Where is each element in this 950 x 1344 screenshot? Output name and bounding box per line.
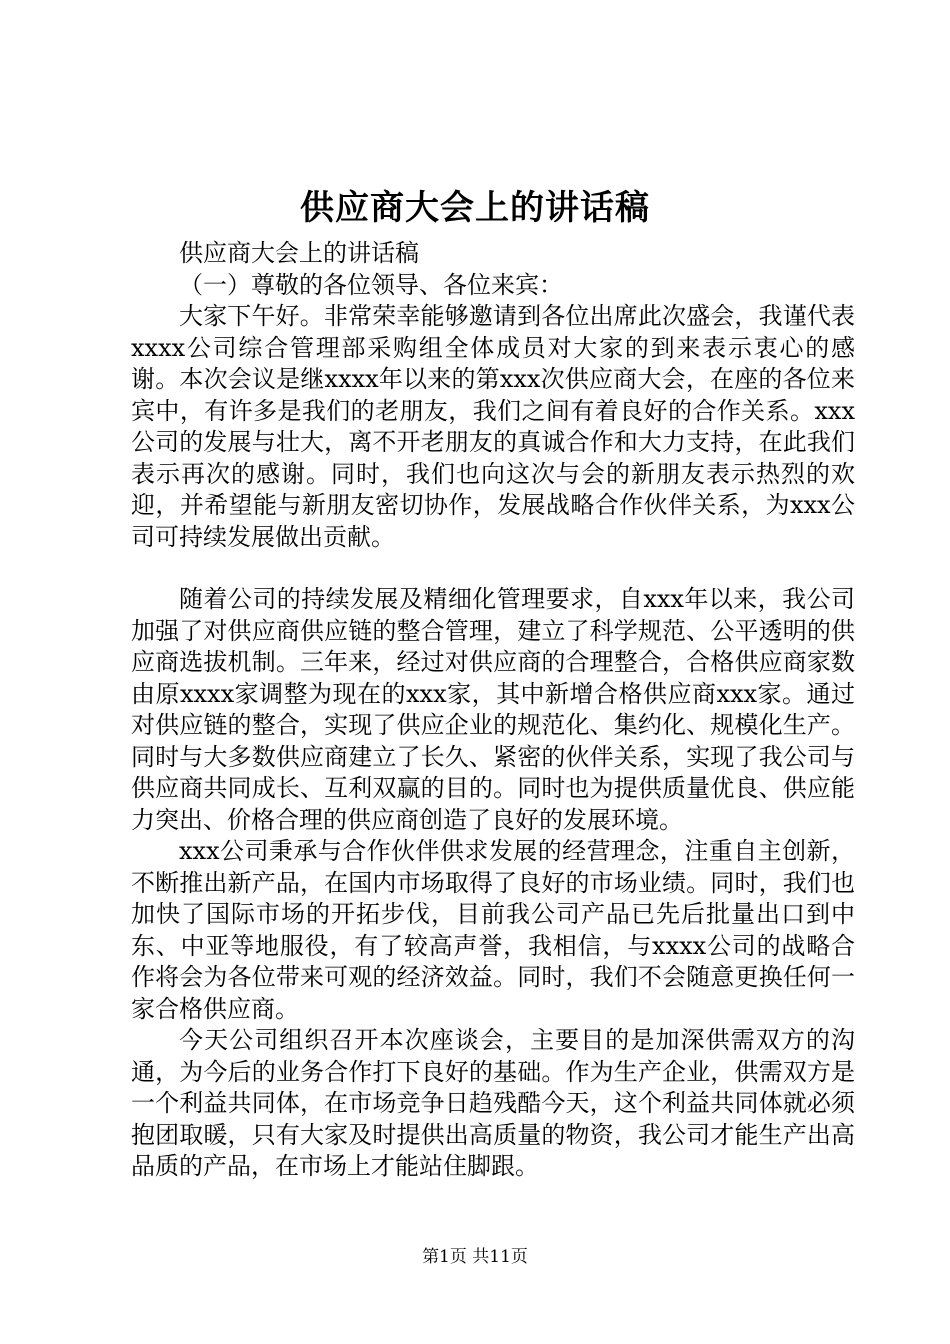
page-number: 第1页 共11页 bbox=[422, 1247, 528, 1267]
paragraph-supply-chain: 随着公司的持续发展及精细化管理要求，自xxx年以来，我公司加强了对供应商供应链的整合管理，建立了科学规范、公平透明的供应商选拔机制。三年来，经过对供应商的合理整合，合格供应商家数由原xxxx家调整为现在的xxx家，其中新增合格供应商xxx家。通过对供应链的整合，实现了供应企业的规范化、集约化、规模化生产。同时与大多数供应商建立了长久、紧密的伙伴关系，实现了我公司与供应商共同成长、互利双赢的目的。同时也为提供质量优良、供应能力突出、价格合理的供应商创造了良好的发展环境。 bbox=[131, 585, 855, 834]
document-title: 供应商大会上的讲话稿 bbox=[300, 188, 650, 228]
paragraph-meeting-purpose: 今天公司组织召开本次座谈会，主要目的是加深供需双方的沟通，为今后的业务合作打下良好的基础。作为生产企业，供需双方是一个利益共同体，在市场竞争日趋残酷今天，这个利益共同体就必须抱团取暖，只有大家及时提供出高质量的物资，我公司才能生产出高品质的产品，在市场上才能站住脚跟。 bbox=[131, 1026, 855, 1180]
paragraph-subtitle: 供应商大会上的讲话稿 bbox=[179, 239, 419, 267]
paragraph-company-philosophy: xxx公司秉承与合作伙伴供求发展的经营理念，注重自主创新，不断推出新产品，在国内市场取得了良好的市场业绩。同时，我们也加快了国际市场的开拓步伐，目前我公司产品已先后批量出口到中东、中亚等地服役，有了较高声誉，我相信，与xxxx公司的战略合作将会为各位带来可观的经济效益。同时，我们不会随意更换任何一家合格供应商。 bbox=[131, 837, 855, 1023]
document-body bbox=[131, 238, 855, 1183]
paragraph-salutation: （一）尊敬的各位领导、各位来宾： bbox=[179, 270, 563, 299]
paragraph-welcome: 大家下午好。非常荣幸能够邀请到各位出席此次盛会，我谨代表xxxx公司综合管理部采购组全体成员对大家的到来表示衷心的感谢。本次会议是继xxxx年以来的第xxx次供应商大会，在座的各位来宾中，有许多是我们的老朋友，我们之间有着良好的合作关系。xxx公司的发展与壮大，离不开老朋友的真诚合作和大力支持，在此我们表示再次的感谢。同时，我们也向这次与会的新朋友表示热烈的欢迎，并希望能与新朋友密切协作，发展战略合作伙伴关系，为xxx公司可持续发展做出贡献。 bbox=[131, 302, 855, 551]
